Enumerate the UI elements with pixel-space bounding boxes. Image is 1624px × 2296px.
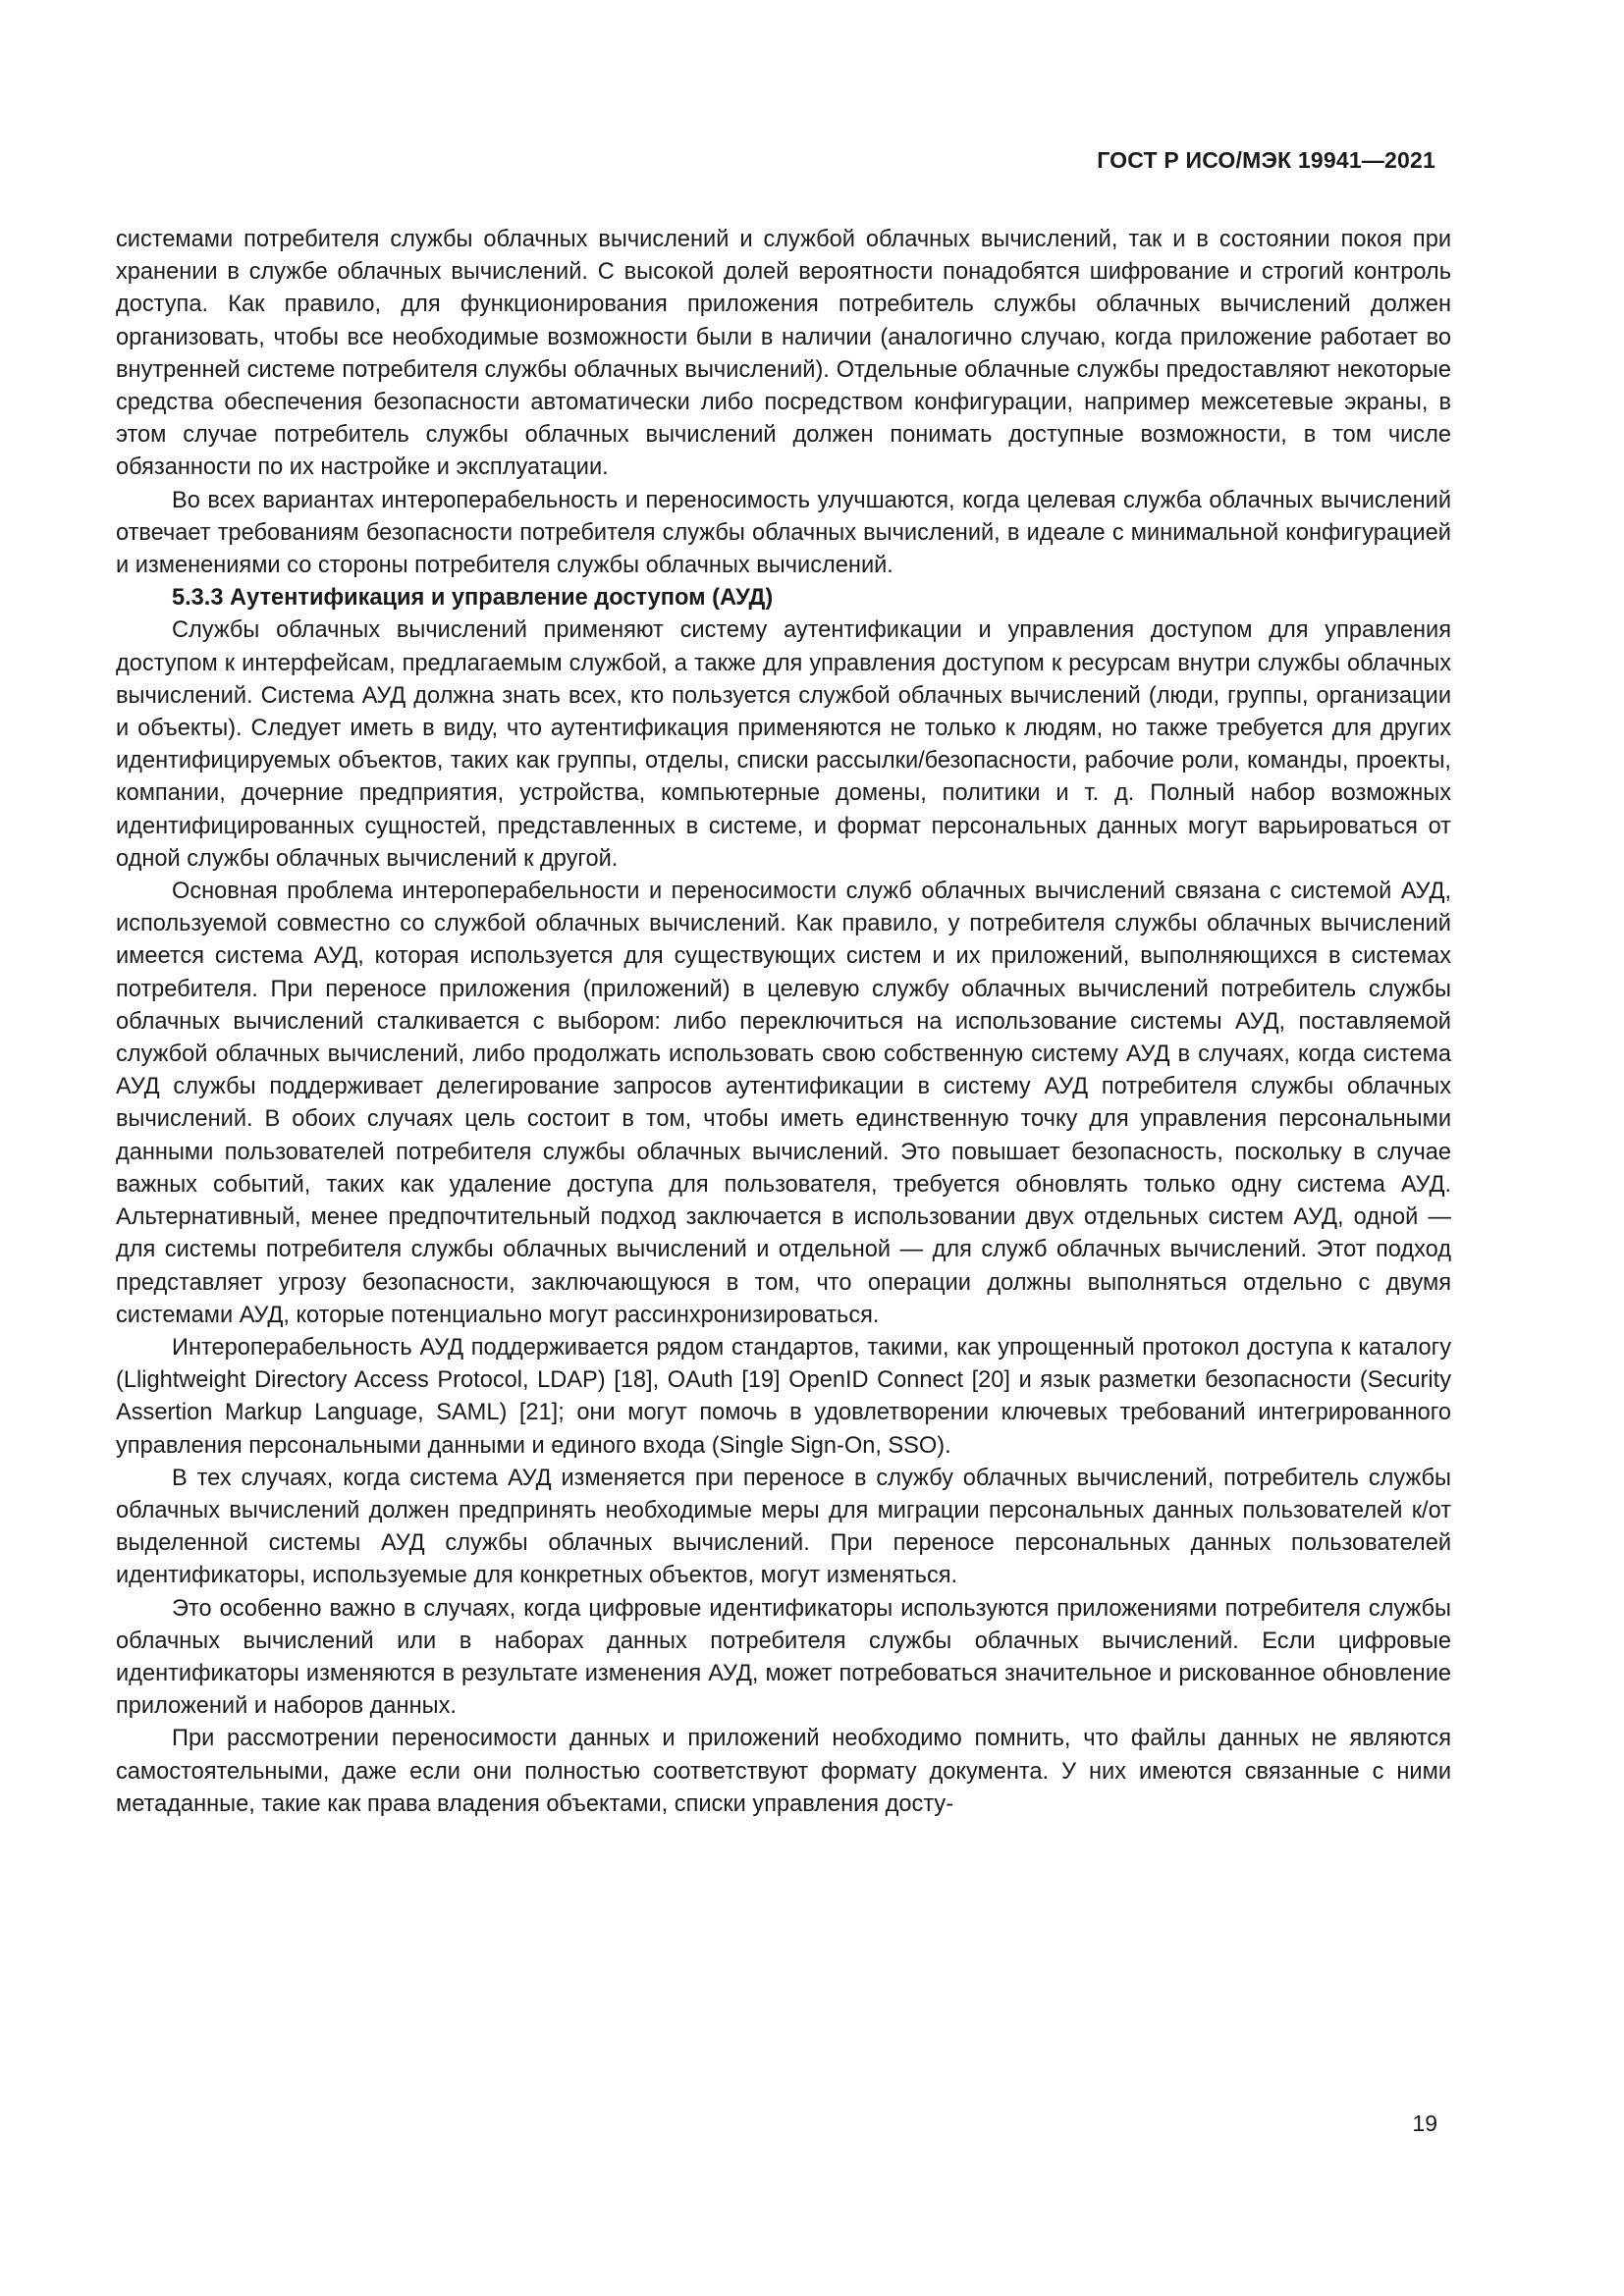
document-body: [116, 224, 1451, 1821]
paragraph: При рассмотрении переносимости данных и приложений необходимо помнить, что файлы данных не являются самостоятельными, даже если они полностью соответствуют формату документа. У них имеются связанные с ними метаданные, такие как права владения объектами, списки управления досту-: [116, 1726, 1451, 1817]
paragraph: Службы облачных вычислений применяют систему аутентификации и управления доступом для управления доступом к интерфейсам, предлагаемым службой, а также для управления доступом к ресурсам внутри службы облачных вычислений. Система АУД должна знать всех, кто пользуется службой облачных вычислений (люди, группы, организации и объекты). Следует иметь в виду, что аутентификация применяются не только к людям, но также требуется для других идентифицируемых объектов, таких как группы, отделы, списки рассылки/безопасности, рабочие роли, команды, проекты, компании, дочерние предприятия, устройства, компьютерные домены, политики и т. д. Полный набор возможных идентифицированных сущностей, представленных в системе, и формат персональных данных могут варьироваться от одной службы облачных вычислений к другой.: [116, 617, 1451, 872]
page-number: 19: [1412, 2110, 1437, 2136]
paragraph: Основная проблема интероперабельности и переносимости служб облачных вычислений связана с системой АУД, используемой совместно со службой облачных вычислений. Как правило, у потребителя службы облачных вычислений имеется система АУД, которая используется для существующих систем и их приложений, выполняющихся в системах потребителя. При переносе приложения (приложений) в целевую службу облачных вычислений потребитель службы облачных вычислений сталкивается с выбором: либо переключиться на использование системы АУД, поставляемой службой облачных вычислений, либо продолжать использовать свою собственную систему АУД в случаях, когда система АУД службы поддерживает делегирование запросов аутентификации в систему АУД потребителя службы облачных вычислений. В обоих случаях цель состоит в том, чтобы иметь единственную точку для управления персональными данными пользователей потребителя службы облачных вычислений. Это повышает безопасность, поскольку в случае важных событий, таких как удаление доступа для пользователя, требуется обновлять только одну система АУД. Альтернативный, менее предпочтительный подход заключается в использовании двух отдельных систем АУД, одной — для системы потребителя службы облачных вычислений и отдельной — для служб облачных вычислений. Этот подход представляет угрозу безопасности, заключающуюся в том, что операции должны выполняться отдельно с двумя системами АУД, которые потенциально могут рассинхронизироваться.: [116, 879, 1451, 1328]
paragraph: системами потребителя службы облачных вычислений и службой облачных вычислений, так и в состоянии покоя при хранении в службе облачных вычислений. С высокой долей вероятности понадобятся шифрование и строгий контроль доступа. Как правило, для функционирования приложения потребитель службы облачных вычислений должен организовать, чтобы все необходимые возможности были в наличии (аналогично случаю, когда приложение работает во внутренней системе потребителя службы облачных вычислений). Отдельные облачные службы предоставляют некоторые средства обеспечения безопасности автоматически либо посредством конфигурации, например межсетевые экраны, в этом случае потребитель службы облачных вычислений должен понимать доступные возможности, в том числе обязанности по их настройке и эксплуатации.: [116, 227, 1451, 481]
paragraph: Интероперабельность АУД поддерживается рядом стандартов, такими, как упрощенный протокол доступа к каталогу (Llightweight Directory Access Protocol, LDAP) [18], OAuth [19] OpenID Connect [20] и язык разметки безопасности (Security Assertion Markup Language, SAML) [21]; они могут помочь в удовлетворении ключевых требований интегрированного управления персональными данными и единого входа (Single Sign-On, SSO).: [116, 1334, 1451, 1459]
document-header: ГОСТ Р ИСО/МЭК 19941—2021: [1097, 147, 1435, 173]
section-heading: 5.3.3 Аутентификация и управление доступом (АУД): [172, 585, 774, 612]
paragraph: Это особенно важно в случаях, когда цифровые идентификаторы используются приложениями потребителя службы облачных вычислений или в наборах данных потребителя службы облачных вычислений. Если цифровые идентификаторы изменяются в результате изменения АУД, может потребоваться значительное и рискованное обновление приложений и наборов данных.: [116, 1595, 1451, 1720]
paragraph: Во всех вариантах интероперабельность и переносимость улучшаются, когда целевая служба облачных вычислений отвечает требованиям безопасности потребителя службы облачных вычислений, в идеале с минимальной конфигурацией и изменениями со стороны потребителя службы облачных вычислений.: [116, 487, 1451, 579]
paragraph: В тех случаях, когда система АУД изменяется при переносе в службу облачных вычислений, потребитель службы облачных вычислений должен предпринять необходимые меры для миграции персональных данных пользователей к/от выделенной системы АУД службы облачных вычислений. При переносе персональных данных пользователей идентификаторы, используемые для конкретных объектов, могут изменяться.: [116, 1465, 1451, 1589]
